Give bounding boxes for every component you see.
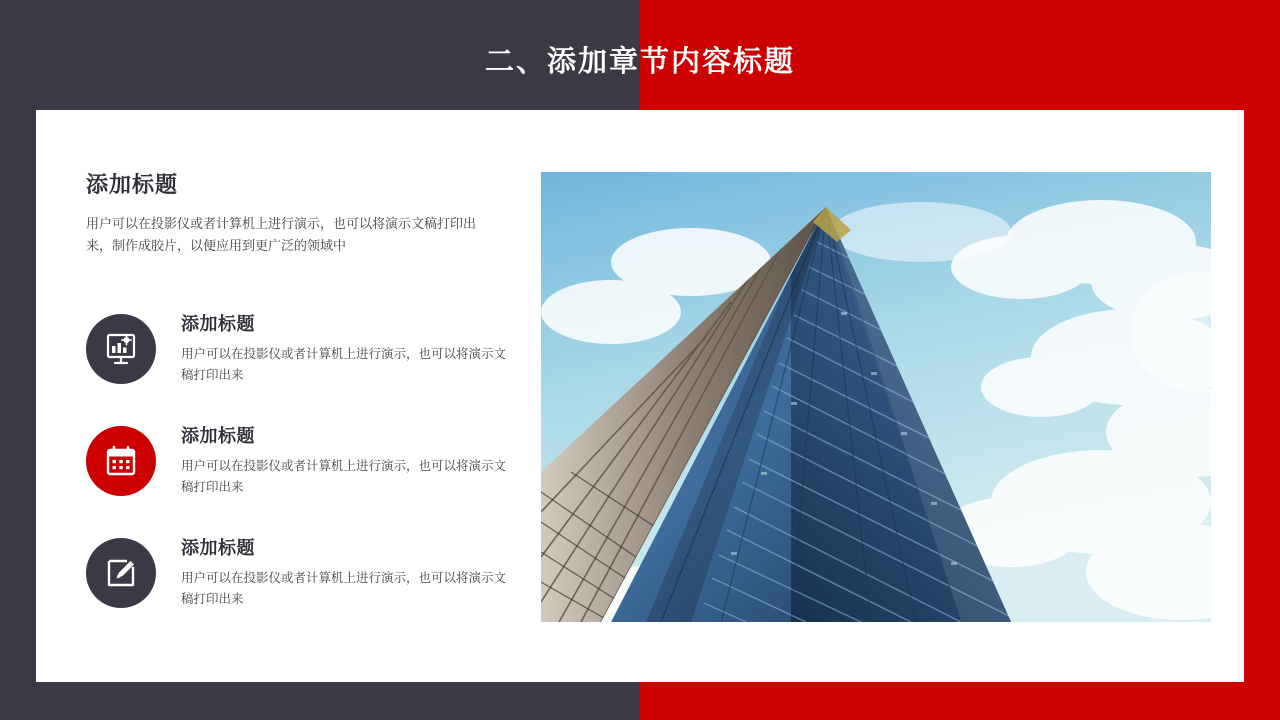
feature-title: 添加标题	[181, 538, 255, 558]
calendar-icon	[86, 426, 156, 496]
feature-text	[181, 534, 541, 610]
presentation-chart-icon	[86, 314, 156, 384]
feature-description: 用户可以在投影仪或者计算机上进行演示，也可以将演示文稿打印出来	[181, 347, 507, 382]
feature-text	[181, 422, 541, 498]
content-card	[36, 110, 1244, 682]
list-item[interactable]	[86, 422, 556, 534]
list-item[interactable]	[86, 310, 556, 422]
edit-pencil-icon	[86, 538, 156, 608]
feature-description: 用户可以在投影仪或者计算机上进行演示，也可以将演示文稿打印出来	[181, 459, 507, 494]
lead-title: 添加标题	[86, 172, 179, 197]
feature-description: 用户可以在投影仪或者计算机上进行演示，也可以将演示文稿打印出来	[181, 571, 507, 606]
slide-header	[0, 0, 1280, 110]
feature-title: 添加标题	[181, 314, 255, 334]
feature-title: 添加标题	[181, 426, 255, 446]
glass-skyscraper-photo	[541, 172, 1211, 622]
feature-text	[181, 310, 541, 386]
lead-description: 用户可以在投影仪或者计算机上进行演示，也可以将演示文稿打印出来，制作成胶片，以便应用到更广泛的领域中	[86, 216, 477, 253]
list-item[interactable]	[86, 534, 556, 646]
page-title: 二、添加章节内容标题	[484, 46, 795, 78]
feature-list	[86, 310, 556, 646]
lead-block	[86, 168, 536, 257]
